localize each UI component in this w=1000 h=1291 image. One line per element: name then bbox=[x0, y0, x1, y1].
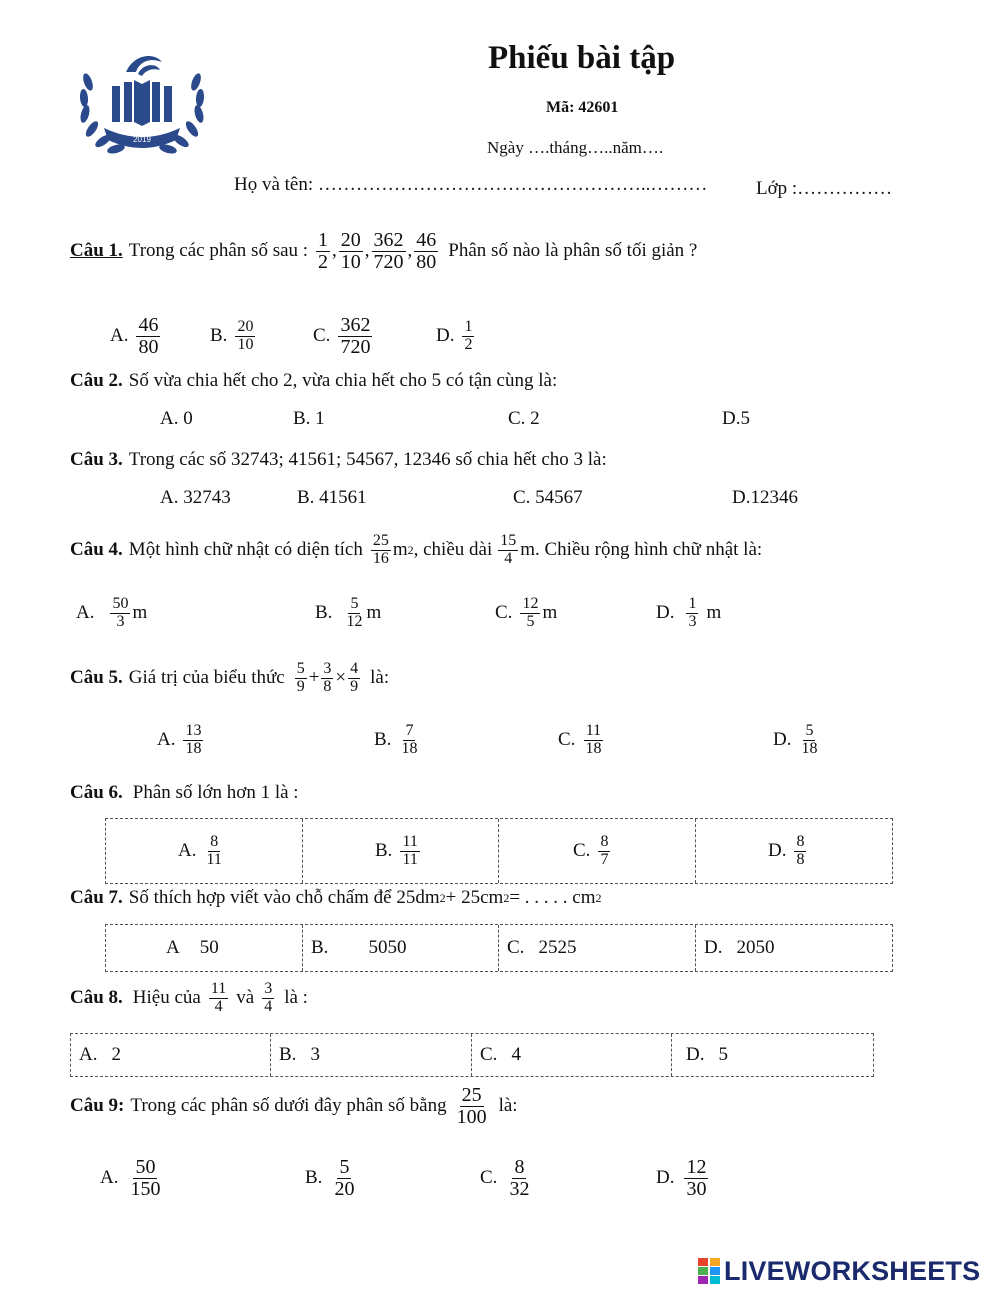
q8-option-b[interactable]: B. 3 bbox=[271, 1034, 472, 1076]
name-field[interactable]: Họ và tên: ……………………………………………..……… bbox=[234, 174, 708, 195]
question-label: Câu 2. bbox=[70, 370, 123, 391]
question-text: Một hình chữ nhật có diện tích bbox=[128, 539, 363, 560]
fraction: $\frac{11}{4}$ bbox=[210, 979, 227, 1015]
question-text: Số vừa chia hết cho 2, vừa chia hết cho 5 có tận cùng là: bbox=[128, 370, 558, 391]
question-label: Câu 1. bbox=[70, 240, 123, 261]
question-label: Câu 9: bbox=[70, 1095, 125, 1116]
q5-option-c[interactable]: C. $\frac{11}{18}$ bbox=[558, 721, 602, 757]
question-label: Câu 8. bbox=[70, 987, 123, 1008]
question-label: Câu 6. bbox=[70, 782, 123, 803]
q1-option-b[interactable]: B. $\frac{20}{10}$ bbox=[210, 317, 254, 353]
page-title: Phiếu bài tập bbox=[488, 40, 676, 76]
liveworksheets-logo bbox=[698, 1255, 980, 1287]
q3-option-c[interactable]: C. 54567 bbox=[513, 487, 583, 508]
q2-option-d[interactable]: D.5 bbox=[722, 408, 750, 429]
question-text: Giá trị của biểu thức bbox=[128, 667, 285, 688]
q2-option-a[interactable]: A. 0 bbox=[160, 408, 193, 429]
fraction: $\frac{15}{4}$ bbox=[500, 531, 517, 567]
q3-option-d[interactable]: D.12346 bbox=[732, 487, 798, 508]
fraction: $\frac{25}{16}$ bbox=[372, 531, 389, 567]
question-4: Câu 4. Một hình chữ nhật có diện tích $\frac{25}{16}$ m 2 , chiều dài $\frac{15}{4}$ m. Chiều rộng hình chữ nhật là: bbox=[70, 531, 763, 567]
q6-option-b[interactable]: B. $\frac{11}{11}$ bbox=[303, 819, 499, 883]
worksheet-code: Mã: 42601 bbox=[546, 99, 619, 116]
q5-option-b[interactable]: B. $\frac{7}{18}$ bbox=[374, 721, 418, 757]
question-label: Câu 7. bbox=[70, 887, 123, 908]
q4-option-b[interactable]: B. $\frac{5}{12}$ m bbox=[315, 594, 382, 630]
fraction: $\frac{4}{9}$ bbox=[350, 659, 359, 695]
q6-option-d[interactable]: D. $\frac{8}{8}$ bbox=[768, 832, 805, 868]
question-7: Câu 7. Số thích hợp viết vào chỗ chấm để 25dm 2 + 25cm 2 = . . . . . cm 2 bbox=[70, 887, 602, 908]
q7-option-b[interactable]: B. 5050 bbox=[303, 925, 499, 971]
question-text: Trong các phân số sau : bbox=[128, 240, 309, 261]
q3-option-b[interactable]: B. 41561 bbox=[297, 487, 367, 508]
q8-option-a[interactable]: A. 2 bbox=[71, 1034, 271, 1076]
date-line: Ngày ….tháng…..năm…. bbox=[487, 138, 664, 157]
q7-option-d[interactable]: D. 2050 bbox=[704, 937, 775, 958]
q8-option-c[interactable]: C. 4 bbox=[472, 1034, 672, 1076]
question-text: Phân số nào là phân số tối giản ? bbox=[448, 240, 698, 261]
q7-options-table bbox=[105, 924, 893, 972]
question-6 bbox=[70, 780, 299, 806]
q6-option-c[interactable]: C. $\frac{8}{7}$ bbox=[499, 819, 696, 883]
brand-text: LIVEWORKSHEETS bbox=[724, 1255, 981, 1286]
fraction: $\frac{25}{100}$ bbox=[456, 1083, 487, 1128]
q9-option-d[interactable]: D. $\frac{12}{30}$ bbox=[656, 1155, 707, 1200]
fraction: $\frac{1}{2}$ bbox=[318, 228, 329, 273]
liveworksheets-icon bbox=[698, 1258, 720, 1284]
q4-option-a[interactable]: A. $\frac{50}{3}$ m bbox=[76, 594, 148, 630]
q5-option-a[interactable]: A. $\frac{13}{18}$ bbox=[157, 721, 202, 757]
question-label: Câu 3. bbox=[70, 449, 123, 470]
q2-option-c[interactable]: C. 2 bbox=[508, 408, 540, 429]
q1-option-a[interactable]: A. $\frac{46}{80}$ bbox=[110, 313, 159, 358]
question-9: Câu 9: Trong các phân số dưới đây phân số bằng $\frac{25}{100}$ là: bbox=[70, 1083, 518, 1128]
q1-option-c[interactable]: C. $\frac{362}{720}$ bbox=[313, 313, 371, 358]
fraction: $\frac{362}{720}$ bbox=[373, 228, 404, 273]
q5-option-d[interactable]: D. $\frac{5}{18}$ bbox=[773, 721, 818, 757]
q9-option-a[interactable]: A. $\frac{50}{150}$ bbox=[100, 1155, 161, 1200]
question-label: Câu 5. bbox=[70, 667, 123, 688]
q9-option-c[interactable]: C. $\frac{8}{32}$ bbox=[480, 1155, 530, 1200]
fraction: $\frac{3}{4}$ bbox=[264, 979, 273, 1015]
question-text: Trong các số 32743; 41561; 54567, 12346 số chia hết cho 3 là: bbox=[128, 449, 607, 470]
question-text: Phân số lớn hơn 1 là : bbox=[132, 782, 299, 803]
q4-option-c[interactable]: C. $\frac{12}{5}$ m bbox=[495, 594, 558, 630]
class-field[interactable]: Lớp :…………… bbox=[756, 178, 893, 199]
question-label: Câu 4. bbox=[70, 539, 123, 560]
q7-option-a[interactable]: A 50 bbox=[106, 925, 303, 971]
question-1: Câu 1. Trong các phân số sau : $\frac{1}{2}$ , $\frac{20}{10}$ , $\frac{362}{720}$ , $\frac{46}{80}$ Phân số nào là phân số tối giản ? bbox=[70, 228, 698, 273]
question-3 bbox=[70, 447, 607, 473]
svg-text:2019: 2019 bbox=[133, 135, 151, 144]
fraction: $\frac{3}{8}$ bbox=[323, 659, 332, 695]
q3-option-a[interactable]: A. 32743 bbox=[160, 487, 231, 508]
q4-option-d[interactable]: D. $\frac{1}{3}$ m bbox=[656, 594, 722, 630]
school-logo bbox=[76, 50, 208, 162]
q8-option-d[interactable]: D. 5 bbox=[686, 1044, 728, 1065]
question-2 bbox=[70, 368, 557, 394]
question-5: Câu 5. Giá trị của biểu thức $\frac{5}{9}$ + $\frac{3}{8}$ × $\frac{4}{9}$ là: bbox=[70, 659, 390, 695]
question-8: Câu 8. Hiệu của $\frac{11}{4}$ và $\frac{3}{4}$ là : bbox=[70, 979, 308, 1015]
q1-option-d[interactable]: D. $\frac{1}{2}$ bbox=[436, 317, 473, 353]
q6-options-table bbox=[105, 818, 893, 884]
q8-options-table bbox=[70, 1033, 874, 1077]
fraction: $\frac{20}{10}$ bbox=[340, 228, 361, 273]
fraction: $\frac{5}{9}$ bbox=[296, 659, 305, 695]
q6-option-a[interactable]: A. $\frac{8}{11}$ bbox=[106, 819, 303, 883]
q9-option-b[interactable]: B. $\frac{5}{20}$ bbox=[305, 1155, 355, 1200]
q2-option-b[interactable]: B. 1 bbox=[293, 408, 325, 429]
fraction: $\frac{46}{80}$ bbox=[416, 228, 437, 273]
q7-option-c[interactable]: C. 2525 bbox=[499, 925, 696, 971]
